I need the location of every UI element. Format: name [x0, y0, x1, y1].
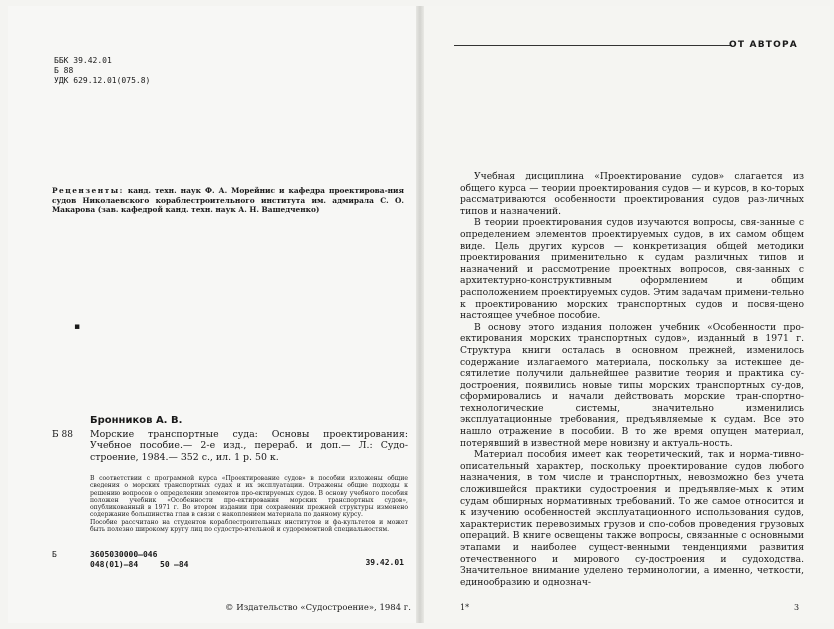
- index-code: Б 88: [52, 430, 73, 440]
- preface-paragraph-4: Материал пособия имеет как теоретический, так и норма-тивно-описательный характер, поскольку проектирование судов любого назначения, в том числе и транспортных, невозможно без учета сложившейся практики судостроения и предъявляе-мых к этим судам обширных нормативных требований. То же самое относится и к изучению особенностей эксплуатационного использования судов, характеристик перевозимых грузов и спо-собов проведения грузовых операций. В книге освещены также вопросы, связанные с основными этапами и наиболее сущест-венными тенденциями развития отечественного и мирового су-достроения и судоходства. Значительное внимание уделено терминологии, а именно, четкости, единообразию и однознач-: [460, 449, 804, 588]
- page-number: 3: [794, 603, 800, 612]
- preface-paragraph-2: В теории проектирования судов изучаются вопросы, свя-занные с определением элементов проектируемых судов, в их самом общем виде. Цель других курсов — конкретизация общей методики проектирования применительно к судам различных типов и назначений и рассмотрение проектных вопросов, свя-занных с архитектурно-конструктивным оформлением и общим расположением проектируемых судов. Этим задачам примени-тельно к проектированию морских транспортных судов и посвя-щено настоящее учебное пособие.: [460, 217, 804, 322]
- print-mark: ▪: [74, 322, 81, 332]
- code-bbk-right: 39.42.01: [365, 558, 404, 567]
- reviewers-label: Рецензенты:: [52, 186, 124, 195]
- reviewers-text: канд. техн. наук Ф. А. Морейнис и кафедра проектирова-ния судов Николаевского кораблестроительного института им. адмирала С. О. Макарова (зав. кафедрой канд. техн. наук А. Н. Вашедченко): [52, 186, 404, 214]
- author-name: Бронников А. В.: [90, 415, 183, 426]
- index-code-top: Б 88: [54, 66, 74, 75]
- preface-text: [460, 171, 804, 588]
- book-price: 1 р. 50 к.: [234, 451, 279, 463]
- classification-codes: [54, 56, 150, 86]
- code-series: 048(01)—84: [90, 560, 139, 569]
- abstract-paragraph-1: В соответствии с программой курса «Проектирование судов» в пособии изложены общие сведения о морских транспортных судах и их эксплуатации. Отражены общие подходы к решению вопросов о определении элементов про-ектируемых судов. В основу учебного пособия положен учебник «Особенности про-ектирования морских транспортных судов», опубликованный в 1971 г. Во втором издании при сохранении прежней структуры изменено содержание большинства глав в связи с накоплением материала по данному курсу.: [90, 475, 408, 519]
- code-number: 3605030000—046: [90, 550, 158, 559]
- bbk-code: ББК 39.42.01: [54, 56, 112, 65]
- copyright-line: © Издательство «Судостроение», 1984 г.: [225, 603, 411, 613]
- preface-paragraph-1: Учебная дисциплина «Проектирование судов» слагается из общего курса — теории проектирования судов — и курсов, в ко-торых рассматриваются особенности проектирования судов раз-личных типов и назначений.: [460, 171, 804, 217]
- section-title: ОТ АВТОРА: [729, 40, 798, 50]
- abstract-paragraph-2: Пособие рассчитано на студентов кораблестроительных институтов и фа-культетов и может быть полезно широкому кругу лиц по судостро-ительной и судоремонтной специальностям.: [90, 518, 408, 534]
- reviewers-note: [52, 186, 404, 215]
- udk-code: УДК 629.12.01(075.8): [54, 76, 151, 85]
- book-title-description: [90, 429, 408, 463]
- code-a: 50: [160, 560, 170, 569]
- code-letter: Б: [52, 550, 57, 559]
- header-line: [454, 45, 732, 46]
- preface-paragraph-3: В основу этого издания положен учебник «Особенности про-ектирования морских транспортных судов», изданный в 1971 г. Структура книги осталась в основном прежней, изменилось содержание излагаемого материала, поскольку за истекшее де-сятилетие получили дальнейшее развитие теория и практика су-достроения, появились новые типы морских транспортных су-дов, сформировались и начали действовать морские тран-спортно-технологические системы, значительно изменились эксплуатационные требования, предъявляемые к судам. Все это нашло отражение в пособии. В то же время опущен материал, потерявший в известной мере новизну и актуаль-ность.: [460, 321, 804, 449]
- title-text: Морские транспортные суда: Основы проектирования: Учебное пособие.— 2-е изд., перераб. и доп.— Л.: Судо-строение, 1984.— 352 с., ил.: [90, 429, 408, 463]
- book-gutter: [416, 6, 424, 623]
- signature-mark: 1*: [460, 603, 470, 612]
- book-abstract: [90, 475, 408, 533]
- code-b: —84: [174, 560, 189, 569]
